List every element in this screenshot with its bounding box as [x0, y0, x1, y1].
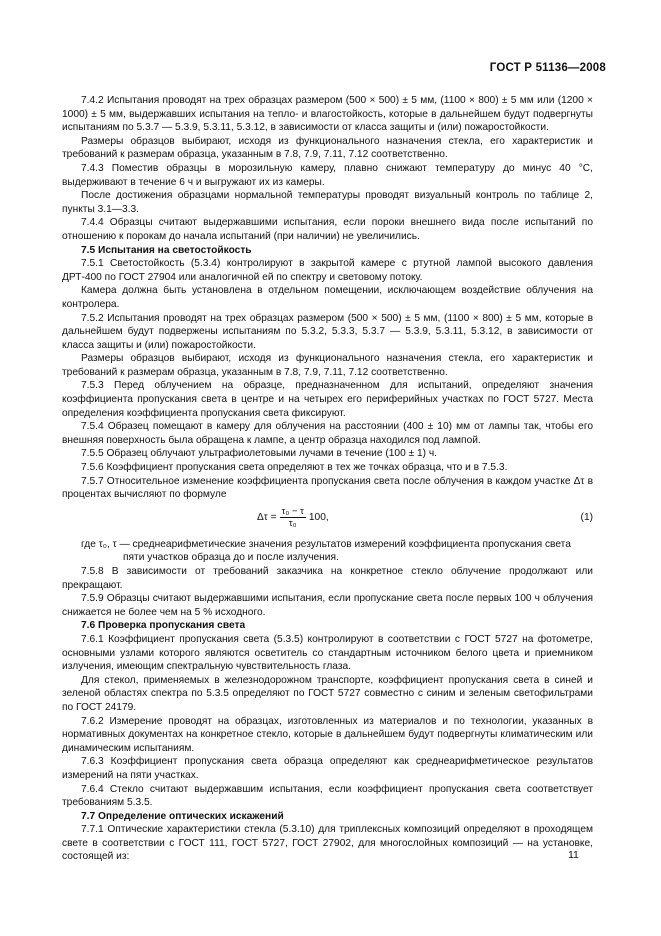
paragraph-7-6-4: 7.6.4 Стекло считают выдержавшим испытания, если коэффициент пропускания света соответствует требованиям 5.3.5. — [62, 783, 593, 809]
paragraph-7-5-1: 7.5.1 Светостойкость (5.3.4) контролируют в закрытой камере с ртутной лампой высокого давления ДРТ-400 по ГОСТ 27904 или аналогичной ей по спектру и световому потоку. — [62, 258, 593, 283]
formula-legend-line1: где τ₀, τ — среднеарифметические значения результатов измерений коэффициента пропускания света — [81, 538, 571, 550]
formula-1 — [62, 504, 593, 534]
formula-lhs: Δτ = — [257, 511, 277, 523]
paragraph-7-4-3: 7.4.3 Поместив образцы в морозильную камеру, плавно снижают температуру до минус 40 °C, выдерживают в течение 6 ч и выгружают их из камеры. — [62, 162, 593, 188]
paragraph-7-5-2: 7.5.2 Испытания проводят на трех образцах размером (500 × 500) ± 5 мм, (1100 × 800) ± 5 мм, которые в дальнейшем будут подвержены испытаниям по 5.3.2, 5.3.3, 5.3.7 — 5.3.9, 5.3.11, 5.3.12, в зависимости от класса защиты и (или) пожаростойкости. — [62, 312, 593, 351]
formula-legend-line2: пяти участков образца до и после излучения. — [123, 552, 339, 564]
paragraph: Размеры образцов выбирают, исходя из функционального назначения стекла, его характеристик и требований к размерам образца, указанным в 7.8, 7.9, 7.11, 7.12 соответственно. — [62, 135, 593, 161]
paragraph-7-5-7: 7.5.7 Относительное изменение коэффициента пропускания света после облучения в каждом участке Δτ в процентах вычисляют по формуле — [62, 475, 593, 501]
paragraph-7-5-4: 7.5.4 Образец помещают в камеру для облучения на расстоянии (400 ± 10) мм от лампы так, чтобы его внешняя поверхность была обращена к лампе, а центр образца находился под лампой. — [62, 421, 593, 446]
paragraph: Для стекол, применяемых в железнодорожном транспорте, коэффициент пропускания света в синей и зеленой областях спектра по 5.3.5 определяют по ГОСТ 5727 совместно с синим и зеленым светофильтрами по ГОСТ 24179. — [62, 674, 593, 713]
paragraph-7-5-9: 7.5.9 Образцы считают выдержавшими испытания, если пропускание света после первых 100 ч облучения снижается не более чем на 5 % исходного. — [62, 593, 593, 618]
section-heading-7-7: 7.7 Определение оптических искажений — [81, 810, 284, 822]
page-number: 11 — [568, 849, 579, 861]
paragraph-7-5-3: 7.5.3 Перед облучением на образце, предназначенном для испытаний, определяют значения коэффициента пропускания света в центре и на четырех его периферийных участках по ГОСТ 5727. Места определения коэффициента пропускания света фиксируют. — [62, 380, 593, 419]
formula-legend — [62, 538, 593, 565]
document-body — [62, 94, 593, 864]
section-heading-7-5: 7.5 Испытания на светостойкость — [81, 244, 252, 256]
paragraph-7-4-2: 7.4.2 Испытания проводят на трех образцах размером (500 × 500) ± 5 мм, (1100 × 800) ± 5 мм или (1200 × 1000) ± 5 мм, выдержавших испытания на тепло- и влагостойкость, которые в дальнейшем будут подвергнуты испытаниям по 5.3.7 — 5.3.9, 5.3.11, 5.3.12, в зависимости от класса защиты и (или) пожаростойкости. — [62, 95, 593, 134]
paragraph-7-6-3: 7.6.3 Коэффициент пропускания света образца определяют как среднеарифметическое результатов измерений на пяти участках. — [62, 756, 593, 781]
formula-factor: 100, — [308, 511, 329, 523]
paragraph-7-6-2: 7.6.2 Измерение проводят на образцах, изготовленных из материалов и по технологии, указанных в нормативных документах на конкретное стекло, которые в дальнейшем будут подвергнуты климатическим или динамическим испытаниям. — [62, 715, 593, 754]
paragraph: После достижения образцами нормальной температуры проводят визуальный контроль по таблице 2, пункты 3.1—3.3. — [62, 190, 593, 215]
formula-numerator: τ₀ − τ — [281, 505, 304, 517]
paragraph-7-7-1: 7.7.1 Оптические характеристики стекла (5.3.10) для триплексных композиций определяют в проходящем свете в соответствии с ГОСТ 111, ГОСТ 5727, ГОСТ 27902, для многослойных композиций — на установке, состоящей из: — [62, 824, 593, 863]
document-header: ГОСТ Р 51136—2008 — [489, 62, 606, 74]
paragraph-7-6-1: 7.6.1 Коэффициент пропускания света (5.3.5) контролируют в соответствии с ГОСТ 5727 на фотометре, основными узлами которого являются осветитель со стандартным источником белого цвета и приемником излучения, имеющим спектральную чувствительность глаза. — [62, 633, 593, 673]
paragraph-7-5-5: 7.5.5 Образец облучают ультрафиолетовыми лучами в течение (100 ± 1) ч. — [81, 448, 438, 460]
formula-fraction — [280, 506, 306, 529]
paragraph: Камера должна быть установлена в отдельном помещении, исключающем воздействие облучения на контролера. — [62, 285, 593, 310]
paragraph-7-5-8: 7.5.8 В зависимости от требований заказчика на конкретное стекло облучение продолжают или прекращают. — [62, 566, 593, 591]
formula-denominator: τ₀ — [288, 517, 297, 529]
formula-number: (1) — [580, 511, 593, 523]
paragraph-7-5-6: 7.5.6 Коэффициент пропускания света определяют в тех же точках образца, что и в 7.5.3. — [81, 462, 508, 474]
section-heading-7-6: 7.6 Проверка пропускания света — [81, 620, 246, 632]
paragraph: Размеры образцов выбирают, исходя из функционального назначения стекла, его характеристик и требований к размерам образца, указанным в 7.8, 7.9, 7.11, 7.12 соответственно. — [62, 353, 593, 378]
paragraph-7-4-4: 7.4.4 Образцы считают выдержавшими испытания, если пороки внешнего вида после испытаний по отношению к порокам до начала испытаний (при наличии) не увеличились. — [62, 217, 593, 242]
